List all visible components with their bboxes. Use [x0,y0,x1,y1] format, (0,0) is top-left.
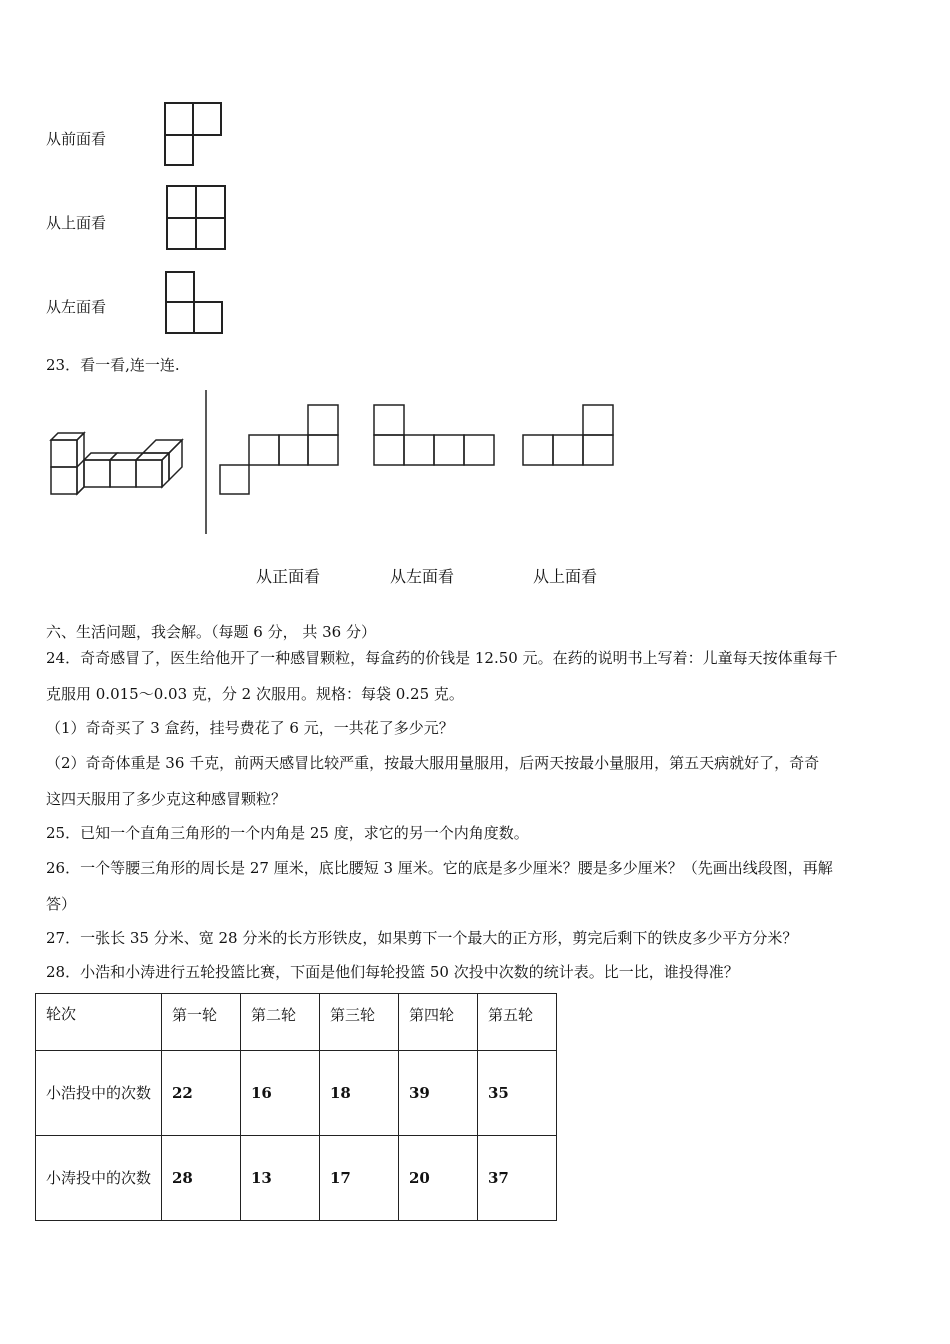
divider-line [204,390,208,536]
table-row-label: 小浩投中的次数 [36,1051,162,1136]
top-view-figure [165,184,229,252]
table-cell: 37 [478,1136,557,1221]
left-view-figure [164,270,226,336]
table-cell: 17 [320,1136,399,1221]
section-6-title: 六、生活问题，我会解。（每题 6 分， 共 36 分） [46,623,376,641]
front-view-label: 从前面看 [46,130,107,148]
table-cell: 35 [478,1051,557,1136]
q28-text: 28．小浩和小涛进行五轮投篮比赛，下面是他们每轮投篮 50 次投中次数的统计表。比一比，谁投得准？ [46,963,739,981]
view-shape-c [521,403,617,469]
table-cell: 20 [399,1136,478,1221]
table-row [36,1051,557,1136]
q25-text: 25．已知一个直角三角形的一个内角是 25 度，求它的另一个内角度数。 [46,824,529,842]
view-shape-a [218,403,342,497]
table-cell: 16 [241,1051,320,1136]
caption-front-view: 从正面看 [256,567,321,586]
q24-part1: （1）奇奇买了 3 盒药，挂号费花了 6 元，一共花了多少元？ [46,719,454,737]
cube-stack-figure [48,430,188,500]
table-cell: 18 [320,1051,399,1136]
table-header-cell: 第二轮 [241,994,320,1051]
table-cell: 28 [162,1136,241,1221]
score-table [35,993,557,1221]
table-header-cell: 第五轮 [478,994,557,1051]
caption-left-view: 从左面看 [390,567,455,586]
q24-line2: 克服用 0.015～0.03 克，分 2 次服用。规格：每袋 0.25 克。 [46,685,464,703]
q23-title: 23．看一看,连一连. [46,356,180,374]
q27-text: 27．一张长 35 分米、宽 28 分米的长方形铁皮，如果剪下一个最大的正方形，剪完后剩下的铁皮多少平方分米？ [46,929,798,947]
view-shape-b [372,403,498,469]
table-row [36,1136,557,1221]
q26-line1: 26．一个等腰三角形的周长是 27 厘米，底比腰短 3 厘米。它的底是多少厘米？腰是多少厘米？（先画出线段图，再解 [46,859,833,877]
table-cell: 39 [399,1051,478,1136]
q24-part2-line1: （2）奇奇体重是 36 千克，前两天感冒比较严重，按最大服用量服用，后两天按最小量服用，第五天病就好了，奇奇 [46,754,820,772]
top-view-label: 从上面看 [46,214,107,232]
table-cell: 22 [162,1051,241,1136]
q24-part2-line2: 这四天服用了多少克这种感冒颗粒？ [46,790,287,808]
table-header-cell: 轮次 [36,994,162,1051]
table-cell: 13 [241,1136,320,1221]
table-header-cell: 第一轮 [162,994,241,1051]
table-header-row [36,994,557,1051]
table-row-label: 小涛投中的次数 [36,1136,162,1221]
caption-top-view: 从上面看 [533,567,598,586]
q24-line1: 24．奇奇感冒了，医生给他开了一种感冒颗粒，每盒药的价钱是 12.50 元。在药的说明书上写着：儿童每天按体重每千 [46,649,838,667]
table-header-cell: 第三轮 [320,994,399,1051]
left-view-label: 从左面看 [46,298,107,316]
table-header-cell: 第四轮 [399,994,478,1051]
q26-line2: 答） [46,895,77,913]
front-view-figure [163,100,225,168]
